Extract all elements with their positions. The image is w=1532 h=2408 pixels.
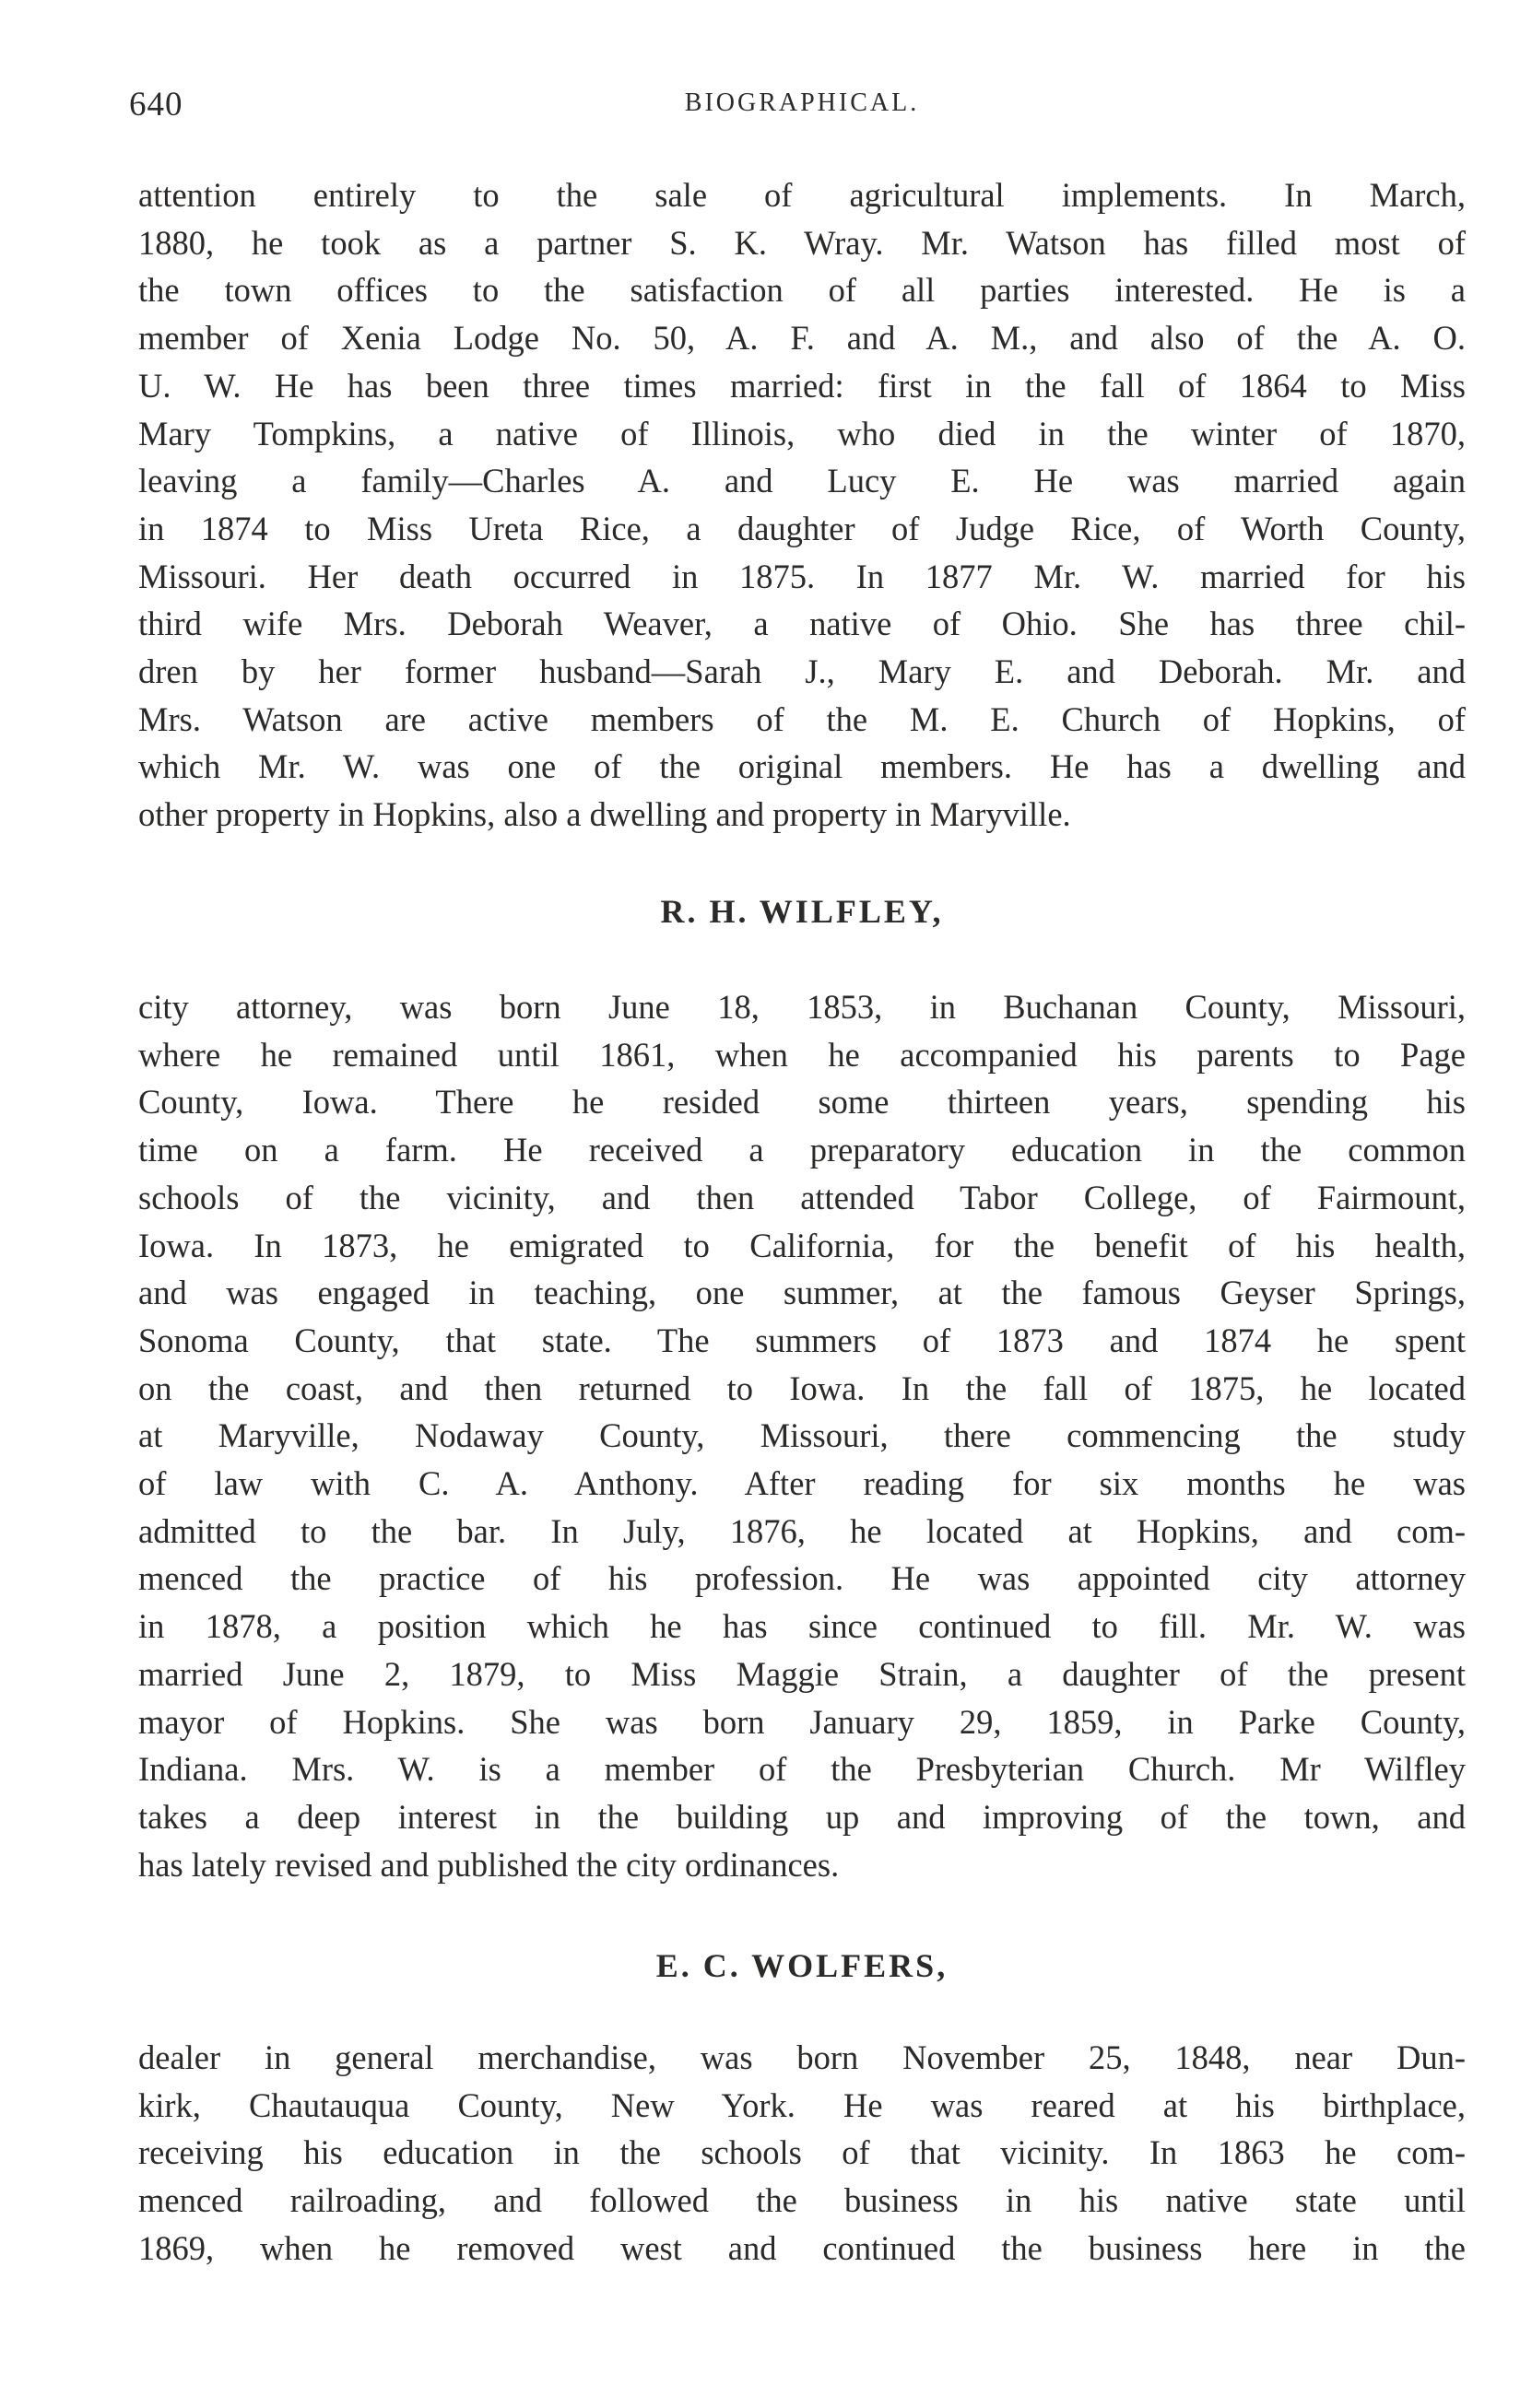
- biography-heading-wolfers: E. C. WOLFERS,: [655, 1947, 949, 1984]
- watson-biography-paragraph: [138, 171, 1466, 839]
- text-line: member of Xenia Lodge No. 50, A. F. and A. M., and also of the A. O.: [138, 319, 1466, 358]
- text-line: Sonoma County, that state. The summers of 1873 and 1874 he spent: [138, 1321, 1466, 1359]
- text-line: married June 2, 1879, to Miss Maggie Strain, a daughter of the present: [138, 1654, 1466, 1693]
- text-line: Indiana. Mrs. W. is a member of the Presbyterian Church. Mr Wilfley: [138, 1750, 1466, 1789]
- text-line: at Maryville, Nodaway County, Missouri, there commencing the study: [138, 1416, 1466, 1455]
- text-line: mayor of Hopkins. She was born January 29, 1859, in Parke County,: [138, 1702, 1466, 1741]
- running-head-title: BIOGRAPHICAL.: [684, 88, 920, 117]
- text-line: time on a farm. He received a preparatory education in the common: [138, 1131, 1466, 1169]
- text-line: and was engaged in teaching, one summer, at the famous Geyser Springs,: [138, 1274, 1466, 1312]
- text-line: Mrs. Watson are active members of the M. E. Church of Hopkins, of: [138, 699, 1466, 738]
- text-line: in 1874 to Miss Ureta Rice, a daughter of Judge Rice, of Worth County,: [138, 509, 1466, 547]
- text-line: menced railroading, and followed the business in his native state until: [138, 2181, 1466, 2220]
- text-line: County, Iowa. There he resided some thirteen years, spending his: [138, 1083, 1466, 1122]
- text-line: schools of the vicinity, and then attended Tabor College, of Fairmount,: [138, 1178, 1466, 1216]
- text-line: 1869, when he removed west and continued the business here in the: [138, 2228, 1466, 2267]
- text-line: U. W. He has been three times married: first in the fall of 1864 to Miss: [138, 366, 1466, 405]
- book-page: [129, 0, 1466, 2408]
- text-line: Missouri. Her death occurred in 1875. In 1877 Mr. W. married for his: [138, 557, 1466, 595]
- text-line: 1880, he took as a partner S. K. Wray. Mr. Watson has filled most of: [138, 223, 1466, 262]
- text-line: the town offices to the satisfaction of all parties interested. He is a: [138, 271, 1466, 310]
- wilfley-biography-paragraph: [138, 983, 1466, 1888]
- text-line: admitted to the bar. In July, 1876, he located at Hopkins, and com-: [138, 1511, 1466, 1550]
- text-line: attention entirely to the sale of agricultural implements. In March,: [138, 176, 1466, 214]
- text-line: menced the practice of his profession. He was appointed city attorney: [138, 1559, 1466, 1598]
- page-number: 640: [129, 86, 183, 123]
- text-line: third wife Mrs. Deborah Weaver, a native of Ohio. She has three chil-: [138, 605, 1466, 643]
- text-line: on the coast, and then returned to Iowa. In the fall of 1875, he located: [138, 1368, 1466, 1407]
- text-line: takes a deep interest in the building up and improving of the town, and: [138, 1797, 1466, 1836]
- text-line: dren by her former husband—Sarah J., Mary E. and Deborah. Mr. and: [138, 652, 1466, 691]
- text-line: Iowa. In 1873, he emigrated to California, for the benefit of his health,: [138, 1226, 1466, 1264]
- wolfers-biography-paragraph: [138, 2034, 1466, 2273]
- running-head: [129, 85, 1466, 131]
- biography-heading-wilfley: R. H. WILFLEY,: [660, 893, 944, 930]
- text-line: kirk, Chautauqua County, New York. He was reared at his birthplace,: [138, 2085, 1466, 2124]
- text-line: of law with C. A. Anthony. After reading for six months he was: [138, 1464, 1466, 1503]
- text-line: dealer in general merchandise, was born November 25, 1848, near Dun-: [138, 2038, 1466, 2076]
- text-line: where he remained until 1861, when he accompanied his parents to Page: [138, 1035, 1466, 1074]
- text-line: which Mr. W. was one of the original members. He has a dwelling and: [138, 747, 1466, 786]
- text-line: in 1878, a position which he has since continued to fill. Mr. W. was: [138, 1607, 1466, 1646]
- text-line: other property in Hopkins, also a dwelling and property in Maryville.: [138, 795, 1071, 834]
- text-line: city attorney, was born June 18, 1853, in Buchanan County, Missouri,: [138, 988, 1466, 1026]
- text-line: has lately revised and published the city ordinances.: [138, 1845, 840, 1884]
- text-line: Mary Tompkins, a native of Illinois, who died in the winter of 1870,: [138, 414, 1466, 452]
- text-line: receiving his education in the schools of that vicinity. In 1863 he com-: [138, 2133, 1466, 2172]
- text-line: leaving a family—Charles A. and Lucy E. He was married again: [138, 462, 1466, 500]
